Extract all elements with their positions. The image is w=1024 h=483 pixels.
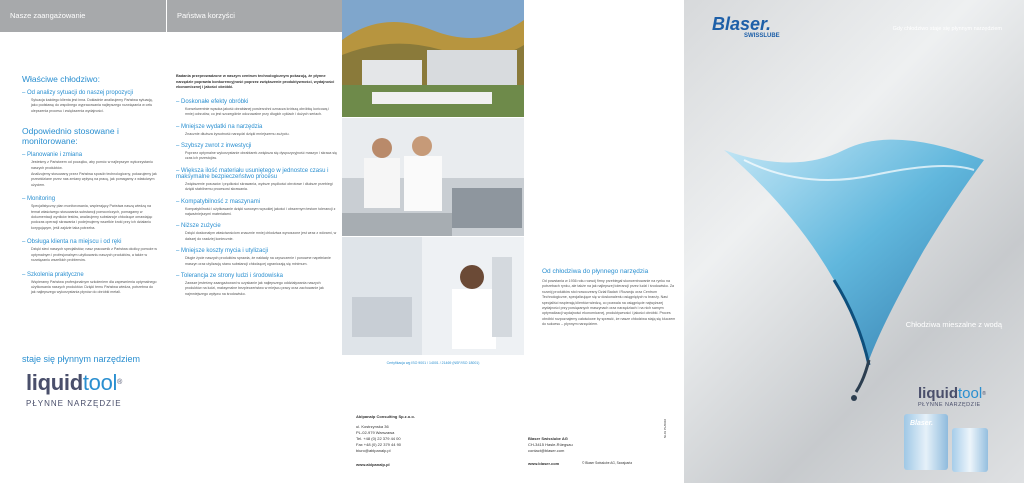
email-link[interactable]: biuro@ablpanalp.pl (356, 448, 391, 453)
phone-line: Tel. +48 (0) 22 379 44 00 (356, 436, 401, 441)
item-text (22, 98, 158, 114)
logo-liquid: liquid (26, 370, 83, 395)
item-text (22, 247, 158, 263)
benefit-text: Poprzez optymalne wykorzystanie obrabiarek zwiększa się dyspozycyjność maszyn i skraca się czas ich przestojów. (185, 151, 337, 161)
benefit-heading: – Mniejsze wydatki na narzędzia (176, 124, 338, 130)
doc-code: NL01 PL/0910 (663, 418, 667, 438)
meeting-illustration (342, 118, 524, 236)
factory-illustration (342, 0, 524, 117)
drum-label: Blaser. (910, 420, 933, 427)
benefit-heading: – Większa ilość materiału usuniętego w jednostce czasu i maksymalne bezpieczeństwo procesu (176, 168, 338, 180)
cover-panel (684, 0, 1024, 483)
benefit-heading: – Doskonałe efekty obróbki (176, 99, 338, 105)
item-paragraph: Jesteśmy z Państwem od początku, aby pomóc w najlepszym wykorzystaniu naszych produktów. (31, 160, 153, 170)
footer-title: staje się płynnym narzędziem (22, 354, 141, 364)
ablpanalp-contact (356, 414, 415, 468)
item-paragraph: Wspieramy Państwa profesjonalnym szkoleniem dla zapewnienia optymalnego użytkowania naszych produktów. Dzięki temu Państwa wiedza, potrzebna do jak najlepszego wykorzystania płynów do obróbki metali. (31, 279, 157, 295)
section-title: Odpowiednio stosowane i monitorowane: (22, 126, 119, 147)
logo-tool: tool (958, 385, 983, 402)
factory-photo (342, 0, 524, 117)
item-text (22, 280, 158, 296)
lab-illustration (342, 237, 524, 355)
brand-sub: SWISSLUBE (744, 33, 780, 39)
benefit-text: Zwiększenie posuwów i prędkości skrawania, wyższe prędkości obrotowe i dłuższe przebiegi dzięki stabilnemu procesowi skrawania. (185, 181, 333, 192)
cert-caption: Certyfikacja wg ISO 9001 / 14001 / 21469 (NSF/ISO 18001) (386, 361, 480, 365)
benefit-text: Kompatybilność i użytkowanie dzięki surowym wysokiej jakości i obszernym testom tolerancji z najważniejszymi materiałami. (185, 206, 336, 217)
blaser-contact (528, 436, 573, 467)
item-paragraph: Sytuacja każdego klienta jest inna. Dokładnie analizujemy Państwa sytuację, jako podstawę do wspólnego wypracowania najlepszego rozwiązania w celu ulepszenia procesu i zwiększenia wydajności. (31, 98, 154, 113)
company-name: Blaser Swisslube AG (528, 436, 568, 441)
panel-commitment (0, 0, 166, 483)
benefit-heading: – Niższe zużycie (176, 223, 338, 229)
coolant-splash-graphic (684, 0, 1024, 483)
history-text: Od powstania w 1936 roku rozwój firmy przebiegał skoncentrowanie na rynku na potrzebach rynku, ale także na jak najlepszej tolerancji przez ludzi i środowisko. Za rozwój produktów stoi nowoczesny Dział Badań i Rozwoju oraz Centrum Technologiczne, specjalizujące się w doskonaleniu osiągniętych w branży. Nasi specjaliści wspierają klientów wiedzą, co pozwala na osiągnięcie najwyższej wydajności przy powiązanych maszynach oraz narzędziach i na nich samym optymalizacji wydajności ekonomicznej, produktywności i jakości obróbki. Proces obróbki rozpoznajemy całościowe by sprawić, że nasze chłodziwa stają się kluczem do sukcesu – płynnym narzędziem. (542, 279, 676, 327)
intro-text: Badania przeprowadzone w naszym centrum technologicznym pokazują, że płynne narzędzie poprawia konkurencyjność poprzez zwiększenie produktywności, wydajności ekonomicznej i jakości obróbki. (176, 74, 335, 90)
item-heading: – Planowanie i zmiana (22, 152, 158, 158)
brand-name: Blaser. (712, 14, 772, 34)
item-text (22, 160, 158, 188)
item-paragraph: Dzięki sieci naszych specjalistów, nasz pracownik z Państwa okolicy pomoże w optymalnym i profesjonalnym użytkowaniu naszych produktów, a także w rozwiązaniu wszelkich problemów. (31, 247, 158, 263)
panel-benefits (166, 0, 342, 483)
benefit-text: Zawsze jesteśmy zaangażowani w uzyskanie jak najlepszego oddziaływania naszych produktów na ludzi, maksymalne bezpieczeństwo w miejscu pracy oraz zachowanie jak najmniejszego wpływu na środowisko. (185, 281, 324, 296)
cover-overlay: Chłodziwa mieszalne z wodą (905, 320, 1002, 329)
company-name: Ablpanalp Consulting Sp.z.o.o. (356, 414, 415, 419)
benefit-list (166, 99, 338, 298)
cover-tagline: Gdy chłodziwo staje się płynnym narzędziem (892, 26, 1002, 32)
item-heading: – Od analizy sytuacji do naszej propozycji (22, 90, 158, 96)
website-link[interactable]: www.blaser.com (528, 461, 560, 466)
item-heading: – Obsługa klienta na miejscu i od ręki (22, 239, 158, 245)
cover-liquidtool-logo (918, 386, 986, 408)
email-link[interactable]: contact@blaser.com (528, 448, 565, 453)
panel-header: Nasze zaangażowanie (0, 0, 166, 32)
benefit-heading: – Kompatybilność z maszynami (176, 199, 338, 205)
logo-reg: ® (982, 391, 986, 397)
benefit-heading: – Tolerancja ze strony ludzi i środowiska (176, 273, 338, 279)
item-heading: – Szkolenia praktyczne (22, 272, 158, 278)
panel-header: Państwa korzyści (167, 0, 342, 32)
item-paragraph: Analizujemy stosowany przez Państwa sposób technologiczny, pokazujemy jak przewidziane przez nas zmiany wpłyną na pracę, jak pomagamy z właściwym użyciem. (31, 172, 157, 187)
benefit-text: Konsekwentnie wysoka jakość obrabianej powierzchni oznacza krótszą obróbkę końcową i mniej odrzutów, co jest szczególnie odczuwalne przy długich cyklach i dużych seriach. (185, 106, 330, 117)
copyright: © Blaser Swisslube AG, Szwajcaria (582, 461, 633, 465)
logo-liquid: liquid (918, 385, 958, 402)
logo-tool: tool (82, 370, 118, 395)
item-text (22, 204, 158, 231)
logo-subtitle: PŁYNNE NARZĘDZIE (26, 399, 122, 408)
website-link[interactable]: www.ablpanalp.pl (356, 462, 390, 467)
benefit-text: Długie życie naszych produktów sprawia, że nakłady na czyszczenie i ponowne napełnianie maszyn oraz utylizację stanu substancji chłodzącej ograniczają się minimum. (185, 256, 331, 266)
product-drum-small (952, 428, 988, 472)
benefit-heading: – Szybszy zwrot z inwestycji (176, 143, 338, 149)
blaser-logo (712, 14, 780, 39)
contact-strip (342, 408, 684, 483)
section-title: Właściwe chłodziwo: (22, 74, 100, 84)
item-paragraph: Specjalistyczny plan monitorowania, wspierający Państwa naszą wiedzą na temat właściwego stosowania substancji pomocniczych, pomagamy w dokumentacji wyników testów, analizujemy substancje chłodzące omawiając podczas operacji skrawania i podejmujemy wszelkie kroki przy ich działaniu korygującym, jeśli zajdzie taka potrzeba. (31, 204, 153, 230)
address-line: ul. Kostrzynska 36 (356, 424, 389, 429)
liquidtool-logo (26, 372, 122, 408)
benefit-text: Znacznie dłuższa żywotność narzędzi dzięki mniejszemu zużyciu. (185, 131, 290, 136)
address-line: PL-02-979 Warszawa (356, 430, 395, 435)
logo-subtitle: PŁYNNE NARZĘDZIE (918, 402, 981, 408)
address-line: CH-3415 Hasle-Rüegsau (528, 442, 573, 447)
product-drum-large (904, 414, 948, 470)
lab-photo (342, 237, 524, 365)
history-heading: Od chłodziwa do płynnego narzędzia (542, 268, 649, 275)
benefit-heading: – Mniejsze koszty mycia i utylizacji (176, 248, 338, 254)
meeting-photo (342, 118, 524, 236)
logo-reg: ® (117, 379, 123, 386)
benefit-text: Dzięki doskonałym właściwościom znacznie mniej chłodziwa wynoszone jest wraz z wiórami, w dalszej do rzadziej koniecznie. (185, 231, 337, 241)
fax-line: Fax +48 (0) 22 379 44 90 (356, 442, 402, 447)
item-heading: – Monitoring (22, 196, 158, 202)
